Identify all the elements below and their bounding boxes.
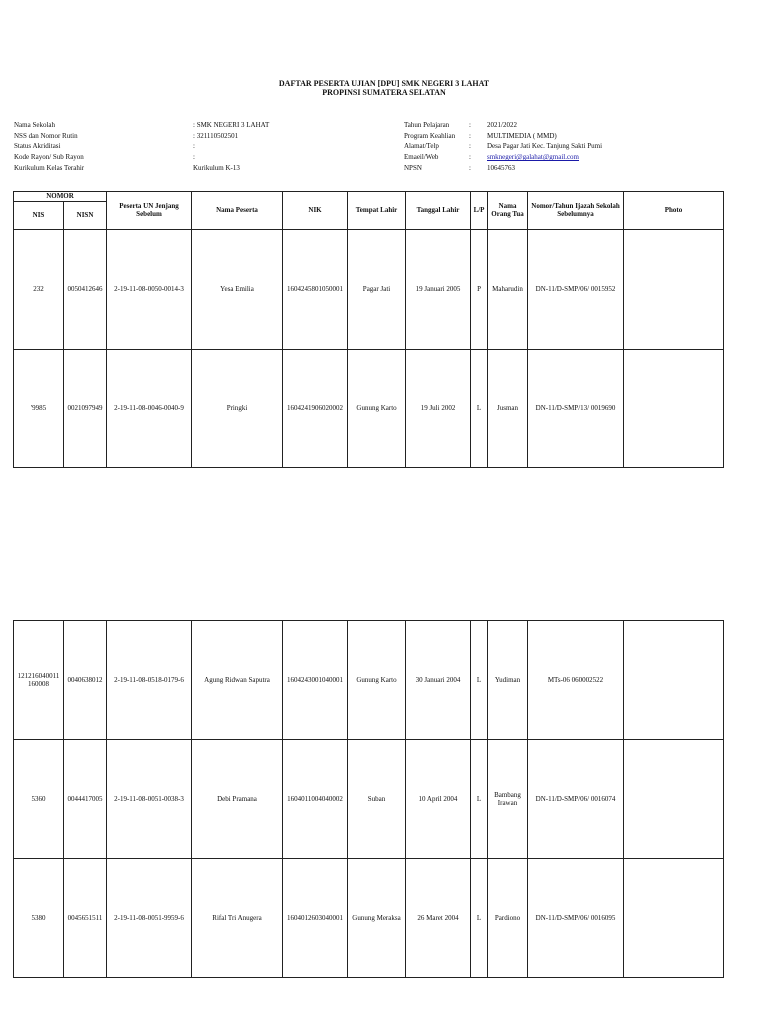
cell-lp: L xyxy=(471,740,488,859)
cell-nis: 5380 xyxy=(14,859,64,978)
cell-photo xyxy=(624,740,724,859)
cell-nisn: 0050412646 xyxy=(64,229,107,349)
label-kurikulum: Kurikulum Kelas Terahir xyxy=(14,163,85,172)
value-kurikulum: Kurikulum K-13 xyxy=(193,163,240,172)
cell-nis: 121216040011 160008 xyxy=(14,621,64,740)
cell-lp: L xyxy=(471,349,488,467)
cell-peserta-un: 2-19-11-08-0051-0038-3 xyxy=(107,740,192,859)
header-nis: NIS xyxy=(14,201,64,229)
cell-ijazah: DN-11/D-SMP/06/ 0015952 xyxy=(528,229,624,349)
cell-peserta-un: 2-19-11-08-0518-0179-6 xyxy=(107,621,192,740)
colon: : xyxy=(469,131,471,140)
document-title: DAFTAR PESERTA UJIAN [DPU] SMK NEGERI 3 LAHAT xyxy=(278,79,490,88)
cell-nama: Agung Ridwan Saputra xyxy=(192,621,283,740)
cell-peserta-un: 2-19-11-08-0051-9959-6 xyxy=(107,859,192,978)
cell-nik: 1604243001040001 xyxy=(283,621,348,740)
label-alamat: Alamat/Telp xyxy=(404,142,439,151)
cell-photo xyxy=(624,621,724,740)
cell-tempat-lahir: Pagar Jati xyxy=(348,229,406,349)
cell-orang-tua: Maharudin xyxy=(488,229,528,349)
cell-tanggal-lahir: 30 Januari 2004 xyxy=(406,621,471,740)
value-nama-sekolah: : SMK NEGERI 3 LAHAT xyxy=(193,121,270,129)
cell-nisn: 0021097949 xyxy=(64,349,107,467)
cell-peserta-un: 2-19-11-08-0050-0014-3 xyxy=(107,229,192,349)
school-info-values-left xyxy=(193,120,269,174)
school-info-values-right xyxy=(487,120,602,174)
cell-ijazah: MTs-06 060002522 xyxy=(528,621,624,740)
label-tahun-pelajaran: Tahun Pelajaran xyxy=(404,121,450,129)
table-row xyxy=(14,229,724,349)
label-program-keahlian: Program Keahlian xyxy=(404,131,456,140)
colon: : xyxy=(469,163,471,172)
cell-photo xyxy=(624,349,724,467)
value-status-akriditasi: : xyxy=(193,142,195,151)
cell-tempat-lahir: Gunung Karto xyxy=(348,349,406,467)
header-nama-orang-tua: Nama Orang Tua xyxy=(488,192,528,230)
document-subtitle: PROPINSI SUMATERA SELATAN xyxy=(322,88,446,97)
cell-tempat-lahir: Gunung Meraksa xyxy=(348,859,406,978)
label-status-akriditasi: Status Akriditasi xyxy=(14,142,61,151)
cell-nik: 1604241906020002 xyxy=(283,349,348,467)
cell-lp: L xyxy=(471,859,488,978)
cell-ijazah: DN-11/D-SMP/13/ 0019690 xyxy=(528,349,624,467)
colon: : xyxy=(469,153,471,162)
cell-photo xyxy=(624,859,724,978)
value-tahun-pelajaran: 2021/2022 xyxy=(487,121,517,129)
header-nomor: NOMOR xyxy=(14,192,107,202)
email-link[interactable]: smknegeri@galahat@gmail.com xyxy=(487,153,580,162)
cell-nama: Yesa Emilia xyxy=(192,229,283,349)
label-kode-rayon: Kode Rayon/ Sub Rayon xyxy=(14,153,84,162)
cell-orang-tua: Pardiono xyxy=(488,859,528,978)
cell-nisn: 0040638012 xyxy=(64,621,107,740)
cell-nisn: 0045651511 xyxy=(64,859,107,978)
table-row xyxy=(14,349,724,467)
cell-lp: L xyxy=(471,621,488,740)
header-peserta-un: Peserta UN Jenjang Sebelum xyxy=(107,192,192,230)
cell-peserta-un: 2-19-11-08-0046-0040-9 xyxy=(107,349,192,467)
colon: : xyxy=(469,142,471,151)
value-nss: : 321110502501 xyxy=(193,131,239,140)
header-nisn: NISN xyxy=(64,201,107,229)
header-tanggal-lahir: Tanggal Lahir xyxy=(406,192,471,230)
value-npsn: 10645763 xyxy=(487,163,515,172)
label-email: Emaeil/Web xyxy=(404,153,439,162)
cell-nisn: 0044417005 xyxy=(64,740,107,859)
participants-table-top xyxy=(13,191,724,468)
school-info-colons-right xyxy=(469,120,471,174)
cell-orang-tua: Yudiman xyxy=(488,621,528,740)
cell-ijazah: DN-11/D-SMP/06/ 0016074 xyxy=(528,740,624,859)
label-nama-sekolah: Nama Sekolah xyxy=(14,121,56,129)
header-nik: NIK xyxy=(283,192,348,230)
label-npsn: NPSN xyxy=(404,163,422,172)
header-photo: Photo xyxy=(624,192,724,230)
cell-lp: P xyxy=(471,229,488,349)
cell-nik: 1604011004040002 xyxy=(283,740,348,859)
colon: : xyxy=(469,121,471,129)
cell-ijazah: DN-11/D-SMP/06/ 0016095 xyxy=(528,859,624,978)
cell-nis: '9985 xyxy=(14,349,64,467)
cell-tanggal-lahir: 19 Januari 2005 xyxy=(406,229,471,349)
school-info-labels-left xyxy=(14,120,84,174)
cell-tanggal-lahir: 26 Maret 2004 xyxy=(406,859,471,978)
label-nss: NSS dan Nomor Rutin xyxy=(14,131,78,140)
cell-tempat-lahir: Gunung Karto xyxy=(348,621,406,740)
value-program-keahlian: MULTIMEDIA ( MMD) xyxy=(487,131,557,140)
cell-nama: Rifal Tri Anugera xyxy=(192,859,283,978)
header-tempat-lahir: Tempat Lahir xyxy=(348,192,406,230)
cell-orang-tua: Jusman xyxy=(488,349,528,467)
cell-photo xyxy=(624,229,724,349)
header-lp: L/P xyxy=(471,192,488,230)
cell-nama: Debi Pramana xyxy=(192,740,283,859)
cell-tanggal-lahir: 10 April 2004 xyxy=(406,740,471,859)
cell-nama: Pringki xyxy=(192,349,283,467)
header-ijazah: Nomor/Tahun Ijazah Sekolah Sebelumnya xyxy=(528,192,624,230)
cell-tanggal-lahir: 19 Juli 2002 xyxy=(406,349,471,467)
cell-orang-tua: Bambang Irawan xyxy=(488,740,528,859)
cell-nik: 1604012603040001 xyxy=(283,859,348,978)
value-kode-rayon: : xyxy=(193,153,195,162)
cell-tempat-lahir: Suban xyxy=(348,740,406,859)
value-alamat: Desa Pagar Jati Kec. Tanjung Sakti Pumi xyxy=(487,142,603,151)
cell-nis: 232 xyxy=(14,229,64,349)
table-row xyxy=(14,859,724,978)
cell-nis: 5360 xyxy=(14,740,64,859)
table-row xyxy=(14,740,724,859)
table-row xyxy=(14,621,724,740)
header-nama-peserta: Nama Peserta xyxy=(192,192,283,230)
school-info-labels-right xyxy=(404,120,455,174)
participants-table-bottom xyxy=(13,620,724,978)
cell-nik: 1604245801050001 xyxy=(283,229,348,349)
